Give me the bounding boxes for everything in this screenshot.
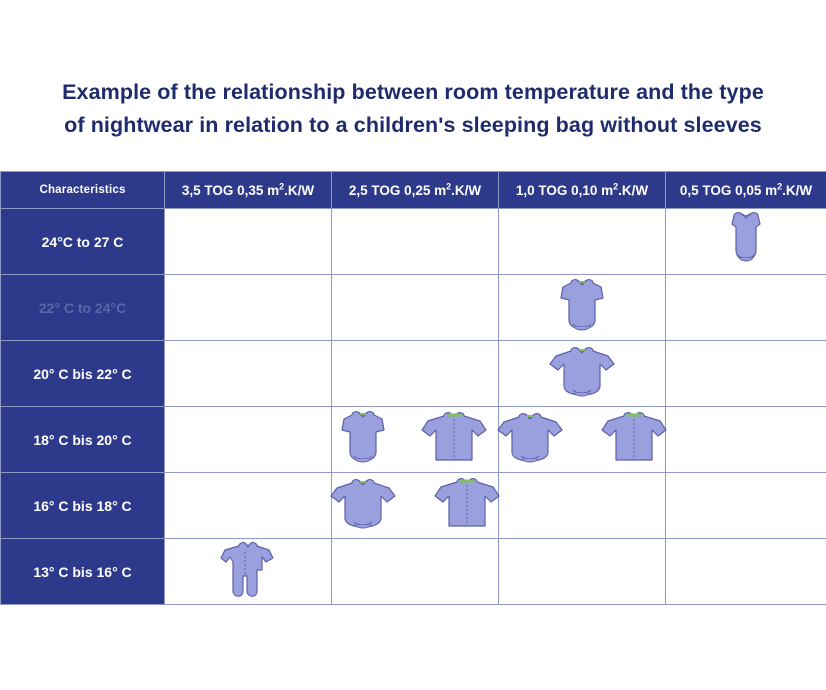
table-row <box>1 209 826 275</box>
row-label-temperature: 24°C to 27 C <box>1 209 165 275</box>
pyjama-top-icon <box>588 408 680 472</box>
cell-tog25 <box>332 209 499 275</box>
short-sleeve-bodysuit-icon <box>330 408 396 472</box>
table-row <box>1 407 826 473</box>
garment-group <box>165 342 331 406</box>
sleeveless-bodysuit-icon <box>720 210 772 274</box>
row-label-temperature: 13° C bis 16° C <box>1 539 165 605</box>
pyjama-top-icon <box>421 474 513 538</box>
cell-tog10 <box>499 539 666 605</box>
table-body <box>1 209 826 605</box>
table-row <box>1 473 826 539</box>
garment-group <box>332 342 498 406</box>
garment-group <box>666 474 826 538</box>
cell-tog35 <box>165 341 332 407</box>
pyjama-top-icon <box>421 474 513 538</box>
footed-sleepsuit-icon <box>213 540 283 604</box>
cell-tog25 <box>332 539 499 605</box>
long-sleeve-bodysuit-icon <box>484 408 576 472</box>
column-header-tog05 <box>666 172 826 209</box>
garment-group <box>499 210 665 274</box>
cell-tog25 <box>332 341 499 407</box>
cell-tog35 <box>165 407 332 473</box>
garment-group <box>165 408 331 472</box>
long-sleeve-bodysuit-icon <box>536 342 628 406</box>
page-title <box>0 76 826 142</box>
column-header-tog25-text: 2,5 TOG 0,25 $m^2.K/W$ <box>348 181 482 199</box>
table-header-row <box>1 172 826 209</box>
cell-tog05 <box>666 341 826 407</box>
cell-tog10 <box>499 341 666 407</box>
tog-table-container <box>0 171 826 605</box>
cell-tog10 <box>499 209 666 275</box>
garment-group <box>666 408 826 472</box>
column-header-characteristics: Characteristics <box>1 172 165 209</box>
garment-group <box>499 408 665 472</box>
garment-group <box>165 540 331 604</box>
garment-group <box>666 540 826 604</box>
garment-group <box>165 474 331 538</box>
row-label-temperature: 16° C bis 18° C <box>1 473 165 539</box>
table-row <box>1 341 826 407</box>
garment-group <box>332 210 498 274</box>
cell-tog10 <box>499 275 666 341</box>
garment-group <box>666 276 826 340</box>
cell-tog05 <box>666 407 826 473</box>
cell-tog25 <box>332 407 499 473</box>
garment-group <box>332 276 498 340</box>
table-row <box>1 539 826 605</box>
garment-group <box>499 474 665 538</box>
column-header-tog05-text: 0,5 TOG 0,05 $m^2.K/W$ <box>679 181 813 199</box>
title-line-1: Example of the relationship between room temperature and the type <box>62 80 764 104</box>
long-sleeve-bodysuit-icon <box>484 408 576 472</box>
short-sleeve-bodysuit-icon <box>549 276 615 340</box>
column-header-tog10 <box>499 172 666 209</box>
garment-group <box>165 276 331 340</box>
garment-group <box>332 540 498 604</box>
cell-tog05 <box>666 473 826 539</box>
garment-group <box>666 210 826 274</box>
row-label-temperature: 20° C bis 22° C <box>1 341 165 407</box>
short-sleeve-bodysuit-icon <box>549 276 615 340</box>
cell-tog10 <box>499 407 666 473</box>
column-header-tog35 <box>165 172 332 209</box>
cell-tog05 <box>666 539 826 605</box>
cell-tog35 <box>165 209 332 275</box>
cell-tog35 <box>165 473 332 539</box>
cell-tog35 <box>165 275 332 341</box>
garment-group <box>666 342 826 406</box>
sleeveless-bodysuit-icon <box>720 210 772 274</box>
long-sleeve-bodysuit-icon <box>317 474 409 538</box>
cell-tog25 <box>332 473 499 539</box>
column-header-tog25 <box>332 172 499 209</box>
tog-table <box>0 171 826 605</box>
long-sleeve-bodysuit-icon <box>317 474 409 538</box>
column-header-tog10-text: 1,0 TOG 0,10 $m^2.K/W$ <box>515 181 649 199</box>
row-label-temperature: 18° C bis 20° C <box>1 407 165 473</box>
garment-group <box>332 474 498 538</box>
cell-tog35 <box>165 539 332 605</box>
cell-tog10 <box>499 473 666 539</box>
garment-group <box>499 342 665 406</box>
garment-group <box>332 408 498 472</box>
cell-tog25 <box>332 275 499 341</box>
title-line-2: of nightwear in relation to a children's sleeping bag without sleeves <box>64 113 762 137</box>
pyjama-top-icon <box>588 408 680 472</box>
column-header-tog35-text: 3,5 TOG 0,35 $m^2.K/W$ <box>181 181 315 199</box>
cell-tog05 <box>666 275 826 341</box>
cell-tog05 <box>666 209 826 275</box>
long-sleeve-bodysuit-icon <box>536 342 628 406</box>
table-row <box>1 275 826 341</box>
garment-group <box>165 210 331 274</box>
footed-sleepsuit-icon <box>213 540 283 604</box>
short-sleeve-bodysuit-icon <box>330 408 396 472</box>
row-label-temperature: 22° C to 24°C <box>1 275 165 341</box>
garment-group <box>499 540 665 604</box>
garment-group <box>499 276 665 340</box>
